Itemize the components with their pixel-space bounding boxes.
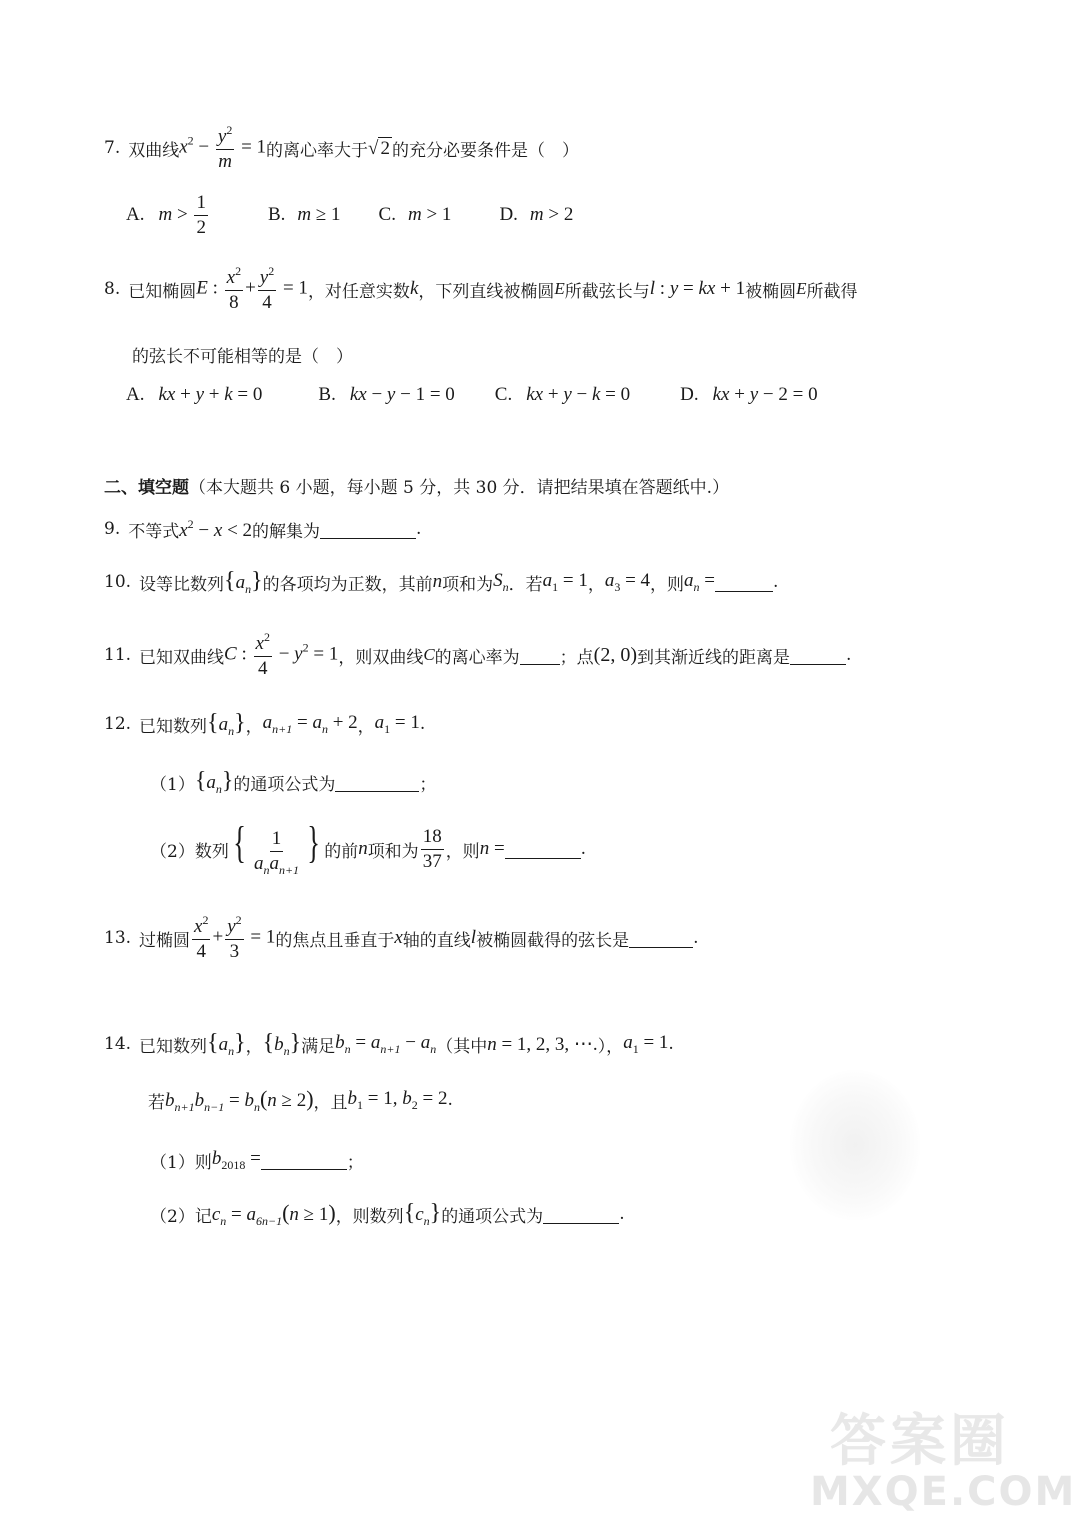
q10-end: . [773, 572, 779, 592]
q12-p1-end: ； [419, 774, 437, 795]
q11-point: (2, 0) [593, 643, 637, 666]
q10-answer-blank[interactable] [715, 573, 773, 592]
q8-text-2: ，对任意实数 [307, 281, 410, 302]
q13-text-2: 的焦点且垂直于 [275, 930, 395, 951]
q12-seq-an: $\{a_n\}$ [207, 709, 246, 738]
q14-l2-text-1: 若 [148, 1092, 165, 1113]
watermark-logo-text: 答案圈 [830, 1409, 1010, 1474]
q14-n-range: n = 1, 2, 3, ⋯. [487, 1033, 598, 1055]
q14-p2-text-3: 的通项公式为 [441, 1206, 544, 1227]
q14-p1-label: （1） [150, 1152, 195, 1173]
q9-end: . [416, 519, 422, 539]
q7-text-1: 双曲线 [128, 140, 180, 161]
q14-l2-end: . [447, 1090, 453, 1110]
q10-text-1: 设等比数列 [139, 574, 225, 595]
q12-a1: $a_1 = 1$ [374, 711, 420, 736]
q12-p2-text-2: 的前 [324, 841, 359, 862]
q12-stem [104, 708, 425, 740]
q12-p2-text-1: 数列 [194, 841, 229, 862]
q14-p2-answer-blank[interactable] [543, 1205, 619, 1224]
q9 [104, 514, 421, 544]
q8-text-3: ，下列直线被椭圆 [418, 281, 555, 302]
q13-var-x: x [394, 927, 403, 948]
q10-a1: $a_1 = 1$ [542, 569, 588, 594]
q12-p2-answer-blank[interactable] [505, 840, 581, 859]
q8-options [126, 380, 818, 410]
q8-number: 8. [104, 279, 121, 299]
q8-var-k: k [409, 278, 419, 299]
q14-text-3: 满足 [301, 1036, 336, 1057]
q10-var-n: n [432, 571, 443, 592]
q13-var-l: l [470, 927, 477, 948]
q7-option-d: D. m > 2 [499, 204, 574, 225]
q14-bn-def: $b_n = a_{n+1} - a_n$ [335, 1031, 437, 1056]
q14-p2-label: （2） [150, 1206, 195, 1227]
q13 [104, 910, 698, 966]
q7-option-a: A. m > $\frac{1}{2}$ [126, 191, 206, 238]
q7-sqrt2: √ 2 [368, 137, 390, 159]
q11-var-c: C [423, 645, 435, 664]
q11-text-5: 到其渐近线的距离是 [637, 647, 790, 668]
q14-p2-text-1: 记 [194, 1206, 212, 1227]
section2-title: 二、填空题 [104, 477, 189, 498]
q14-text-5: ）， [597, 1036, 624, 1057]
q8-var-e2: E [796, 279, 807, 298]
q12-p2-label: （2） [150, 841, 195, 862]
q11-end: . [846, 645, 852, 665]
q14-stem [104, 1028, 674, 1060]
q8-formula-line: l : y = kx + 1 [649, 278, 746, 299]
q12-p2-text-3: 项和为 [367, 841, 419, 862]
q10-seq-an: $\{a_n\}$ [224, 567, 263, 596]
q10-text-5: ， [587, 574, 605, 595]
q14-p2-seq-cn: $\{c_n\}$ [403, 1199, 442, 1228]
q14-part2 [150, 1198, 625, 1230]
q12-number: 12. [104, 714, 132, 734]
q11-text-4: ；点 [559, 647, 594, 668]
watermark [790, 1397, 1077, 1517]
q12-p2-text-4: ，则 [445, 841, 480, 862]
q14-p1-answer-blank[interactable] [261, 1151, 347, 1170]
q10-number: 10. [104, 572, 132, 592]
q8-formula-ellipse: E : $\frac{x^2}{8}$ + $\frac{y^2}{4}$ = 1 [196, 264, 308, 313]
q12-text-3: ， [357, 716, 375, 737]
q13-end: . [693, 928, 699, 948]
q14-p2-cn-def: $c_n = a_{6n-1}(n \ge 1)$ [211, 1199, 336, 1228]
q14-text-4: （其中 [436, 1036, 488, 1057]
q7-option-c: C. m > 1 [378, 204, 452, 225]
q7-stem [104, 122, 579, 174]
q14-b-recurrence: $b_{n+1}b_{n-1} = b_n(n \ge 2)$ [165, 1085, 314, 1114]
q8-text-7: 的弦长不可能相等的是（ ） [132, 346, 353, 367]
q14-a1: $a_1 = 1$ [623, 1031, 669, 1056]
q8-stem [104, 262, 857, 316]
q12-text-2: ， [245, 716, 263, 737]
q12-p1-answer-blank[interactable] [335, 773, 419, 792]
q11-text-1: 已知双曲线 [139, 647, 225, 668]
q14-b-init: $b_1 = 1$, $b_2 = 2$ [347, 1087, 448, 1112]
q13-formula-ellipse: $\frac{x^2}{4}$ + $\frac{y^2}{3}$ = 1 [194, 913, 276, 962]
q8-text-4: 所截弦长与 [564, 281, 650, 302]
q12-part2 [150, 818, 586, 880]
q12-p1-seq: $\{a_n\}$ [194, 767, 234, 796]
q11-number: 11. [104, 645, 132, 665]
q12-end: . [419, 714, 426, 734]
q8-option-a: A. kx + y + k = 0 [126, 384, 263, 405]
q7-options [126, 190, 573, 240]
q14-number: 14. [104, 1034, 132, 1054]
q7-text-3: 的充分必要条件是（ ） [391, 140, 579, 161]
q12-p2-seq: { $\frac{1}{a_na_{n+1}}$ } [233, 818, 320, 878]
section2-note: （本大题共 6 小题，每小题 5 分，共 30 分．请把结果填在答题纸中.） [189, 477, 730, 498]
q8-option-d: D. kx + y − 2 = 0 [680, 384, 818, 405]
q13-text-3: 轴的直线 [402, 930, 471, 951]
q9-answer-blank[interactable] [320, 520, 416, 539]
q9-text-2: 的解集为 [252, 521, 321, 542]
q12-p1-label: （1） [150, 774, 195, 795]
q14-text-2: ， [245, 1036, 263, 1057]
q12-part1 [150, 766, 436, 798]
q12-p2-sum: $\frac{18}{37}$ [422, 825, 442, 872]
q14-p1-end: ； [346, 1152, 364, 1173]
q13-number: 13. [104, 928, 132, 948]
q14-p2-end: . [619, 1204, 625, 1224]
q14-l2-text-2: ，且 [313, 1092, 348, 1113]
q7-formula-hyperbola: $x^2$ − $\frac{y^2}{m}$ = 1 [179, 123, 267, 172]
q14-end: . [668, 1034, 674, 1054]
q8-var-e1: E [554, 279, 565, 298]
q10-text-4: ．若 [508, 574, 543, 595]
q14-p2-text-2: ，则数列 [335, 1206, 404, 1227]
q7-number: 7. [104, 138, 121, 158]
q12-recurrence: $a_{n+1} = a_n + 2$ [262, 711, 358, 736]
q14-p1-b2018: $b_{2018}$ = [211, 1147, 261, 1172]
q14-p1-text-1: 则 [194, 1152, 212, 1173]
q14-seq-bn: $\{b_n\}$ [262, 1029, 302, 1058]
q10-text-3: 项和为 [442, 574, 494, 595]
watermark-url: MXQE.COM [810, 1469, 1077, 1515]
q12-text-1: 已知数列 [139, 716, 208, 737]
q10-text-2: 的各项均为正数，其前 [262, 574, 433, 595]
q10-an: $a_n$ = [684, 569, 716, 594]
q11-text-3: 的离心率为 [434, 647, 520, 668]
q12-p2-n-eq: n = [479, 838, 505, 859]
q13-text-1: 过椭圆 [139, 930, 191, 951]
section2-header [104, 472, 729, 498]
q8-text-1: 已知椭圆 [128, 281, 197, 302]
q8-text-5: 被椭圆 [745, 281, 797, 302]
q13-answer-blank[interactable] [629, 929, 693, 948]
q10-var-sn: $S_n$ [493, 569, 509, 594]
q13-text-4: 被椭圆截得的弦长是 [476, 930, 630, 951]
q8-stem-cont [132, 340, 353, 368]
q8-text-6: 所截得 [806, 281, 858, 302]
q14-seq-an: $\{a_n\}$ [207, 1029, 246, 1058]
q11-text-2: ，则双曲线 [338, 647, 424, 668]
q11-formula-hyperbola: C : $\frac{x^2}{4}$ − $y^2 = 1$ [224, 630, 339, 679]
q10-text-6: ，则 [650, 574, 685, 595]
q9-formula: $x^2 - x < 2$ [179, 516, 253, 541]
q8-option-b: B. kx − y − 1 = 0 [318, 384, 455, 405]
q11 [104, 628, 851, 682]
q10 [104, 566, 778, 598]
q12-p2-var-n: n [358, 838, 368, 859]
q14-text-1: 已知数列 [139, 1036, 208, 1057]
q7-text-2: 的离心率大于 [266, 140, 369, 161]
q14-line2 [148, 1084, 453, 1116]
q9-number: 9. [104, 519, 121, 539]
q10-a3: $a_3 = 4$ [604, 569, 651, 594]
q7-option-b: B. m ≥ 1 [267, 204, 341, 225]
q12-p1-text: 的通项公式为 [233, 774, 336, 795]
q14-part1 [150, 1144, 364, 1176]
q12-p2-end: . [580, 839, 587, 859]
q9-text-1: 不等式 [128, 521, 180, 542]
q11-answer-blank-2[interactable] [790, 646, 846, 665]
page-smudge [790, 1070, 920, 1220]
q11-answer-blank-1[interactable] [520, 646, 560, 665]
q8-option-c: C. kx + y − k = 0 [494, 384, 631, 405]
